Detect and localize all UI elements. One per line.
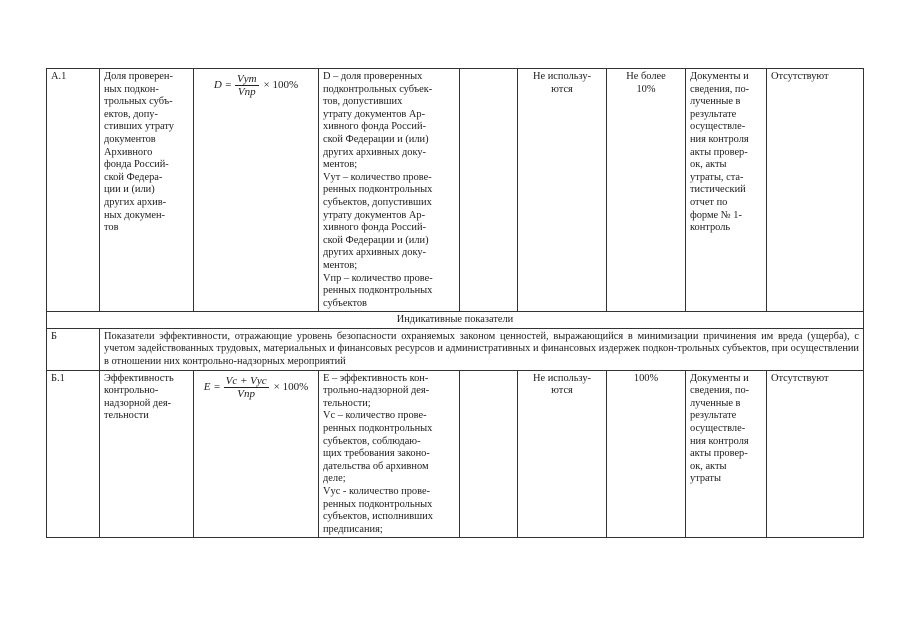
formula-denominator: Vпр	[237, 86, 256, 98]
data-sources: Документы и сведения, по- лученные в результате осуществле- ния контроля акты провер- ок, акты утраты	[686, 370, 767, 538]
formula	[198, 373, 314, 400]
usage-cell: Не использу- ются	[518, 69, 607, 312]
formula-lhs: E =	[203, 380, 221, 393]
data-sources: Документы и сведения, по- лученные в результате осуществле- ния контроля акты провер- ок, акты утраты, ста- тистический отчет по форме № 1- контроль	[686, 69, 767, 312]
formula-numerator: Vc + Vус	[225, 374, 267, 387]
formula	[198, 71, 314, 98]
section-heading-row	[47, 312, 864, 329]
formula-fraction	[235, 73, 259, 98]
indicator-name: Доля проверен- ных подкон- трольных субъ- ектов, допу- стивших утрату документов Архивного фонда Россий- ской Федера- ции и (или) других архив- ных докумен- тов	[100, 69, 194, 312]
indicator-formula	[194, 69, 319, 312]
section-heading: Индикативные показатели	[47, 312, 864, 329]
formula-multiplier: × 100%	[273, 380, 309, 393]
blank-cell	[460, 370, 518, 538]
formula-definition: D – доля проверенных подконтрольных субъек- тов, допустивших утрату документов Ар- хивного фонда Россий- ской Федерации и (или) других архивных доку- ментов; Vут – количество прове- ренных подконтрольных субъектов, допустивших утрату документов Ар- хивного фонда Россий- ской Федерации и (или) других архивных доку- ментов; Vпр – количество прове- ренных подконтрольных субъектов	[319, 69, 460, 312]
section-row	[47, 328, 864, 370]
usage-cell: Не использу- ются	[518, 370, 607, 538]
indicators-table	[46, 68, 864, 538]
blank-cell	[460, 69, 518, 312]
target-value: 100%	[607, 370, 686, 538]
section-description: Показатели эффективности, отражающие уровень безопасности охраняемых законом ценностей, выражающийся в минимизации причинения им вреда (ущерба), с учетом задействованных трудовых, материальных и финансовых ресурсов и административных и финансовых издержек подкон-трольных субъектов, при осуществлении в отношении них контрольно-надзорных мероприятий	[100, 328, 864, 370]
target-value: Не более 10%	[607, 69, 686, 312]
indicator-name: Эффективность контрольно- надзорной дея- тельности	[100, 370, 194, 538]
formula-fraction	[224, 375, 269, 400]
notes-cell: Отсутствуют	[767, 370, 864, 538]
table-row	[47, 69, 864, 312]
formula-definition: E – эффективность кон- трольно-надзорной дея- тельности; Vc – количество прове- ренных подконтрольных субъектов, соблюдаю- щих требования законо- дательства об архивном деле; Vус - количество прове- ренных подконтрольных субъектов, исполнивших предписания;	[319, 370, 460, 538]
formula-lhs: D =	[213, 79, 232, 92]
formula-numerator: Vут	[236, 73, 257, 85]
indicator-code: А.1	[47, 69, 100, 312]
formula-denominator: Vпр	[237, 387, 255, 400]
section-code: Б	[47, 328, 100, 370]
formula-multiplier: × 100%	[263, 79, 299, 92]
notes-cell: Отсутствуют	[767, 69, 864, 312]
indicator-code: Б.1	[47, 370, 100, 538]
indicator-formula	[194, 370, 319, 538]
table-row	[47, 370, 864, 538]
